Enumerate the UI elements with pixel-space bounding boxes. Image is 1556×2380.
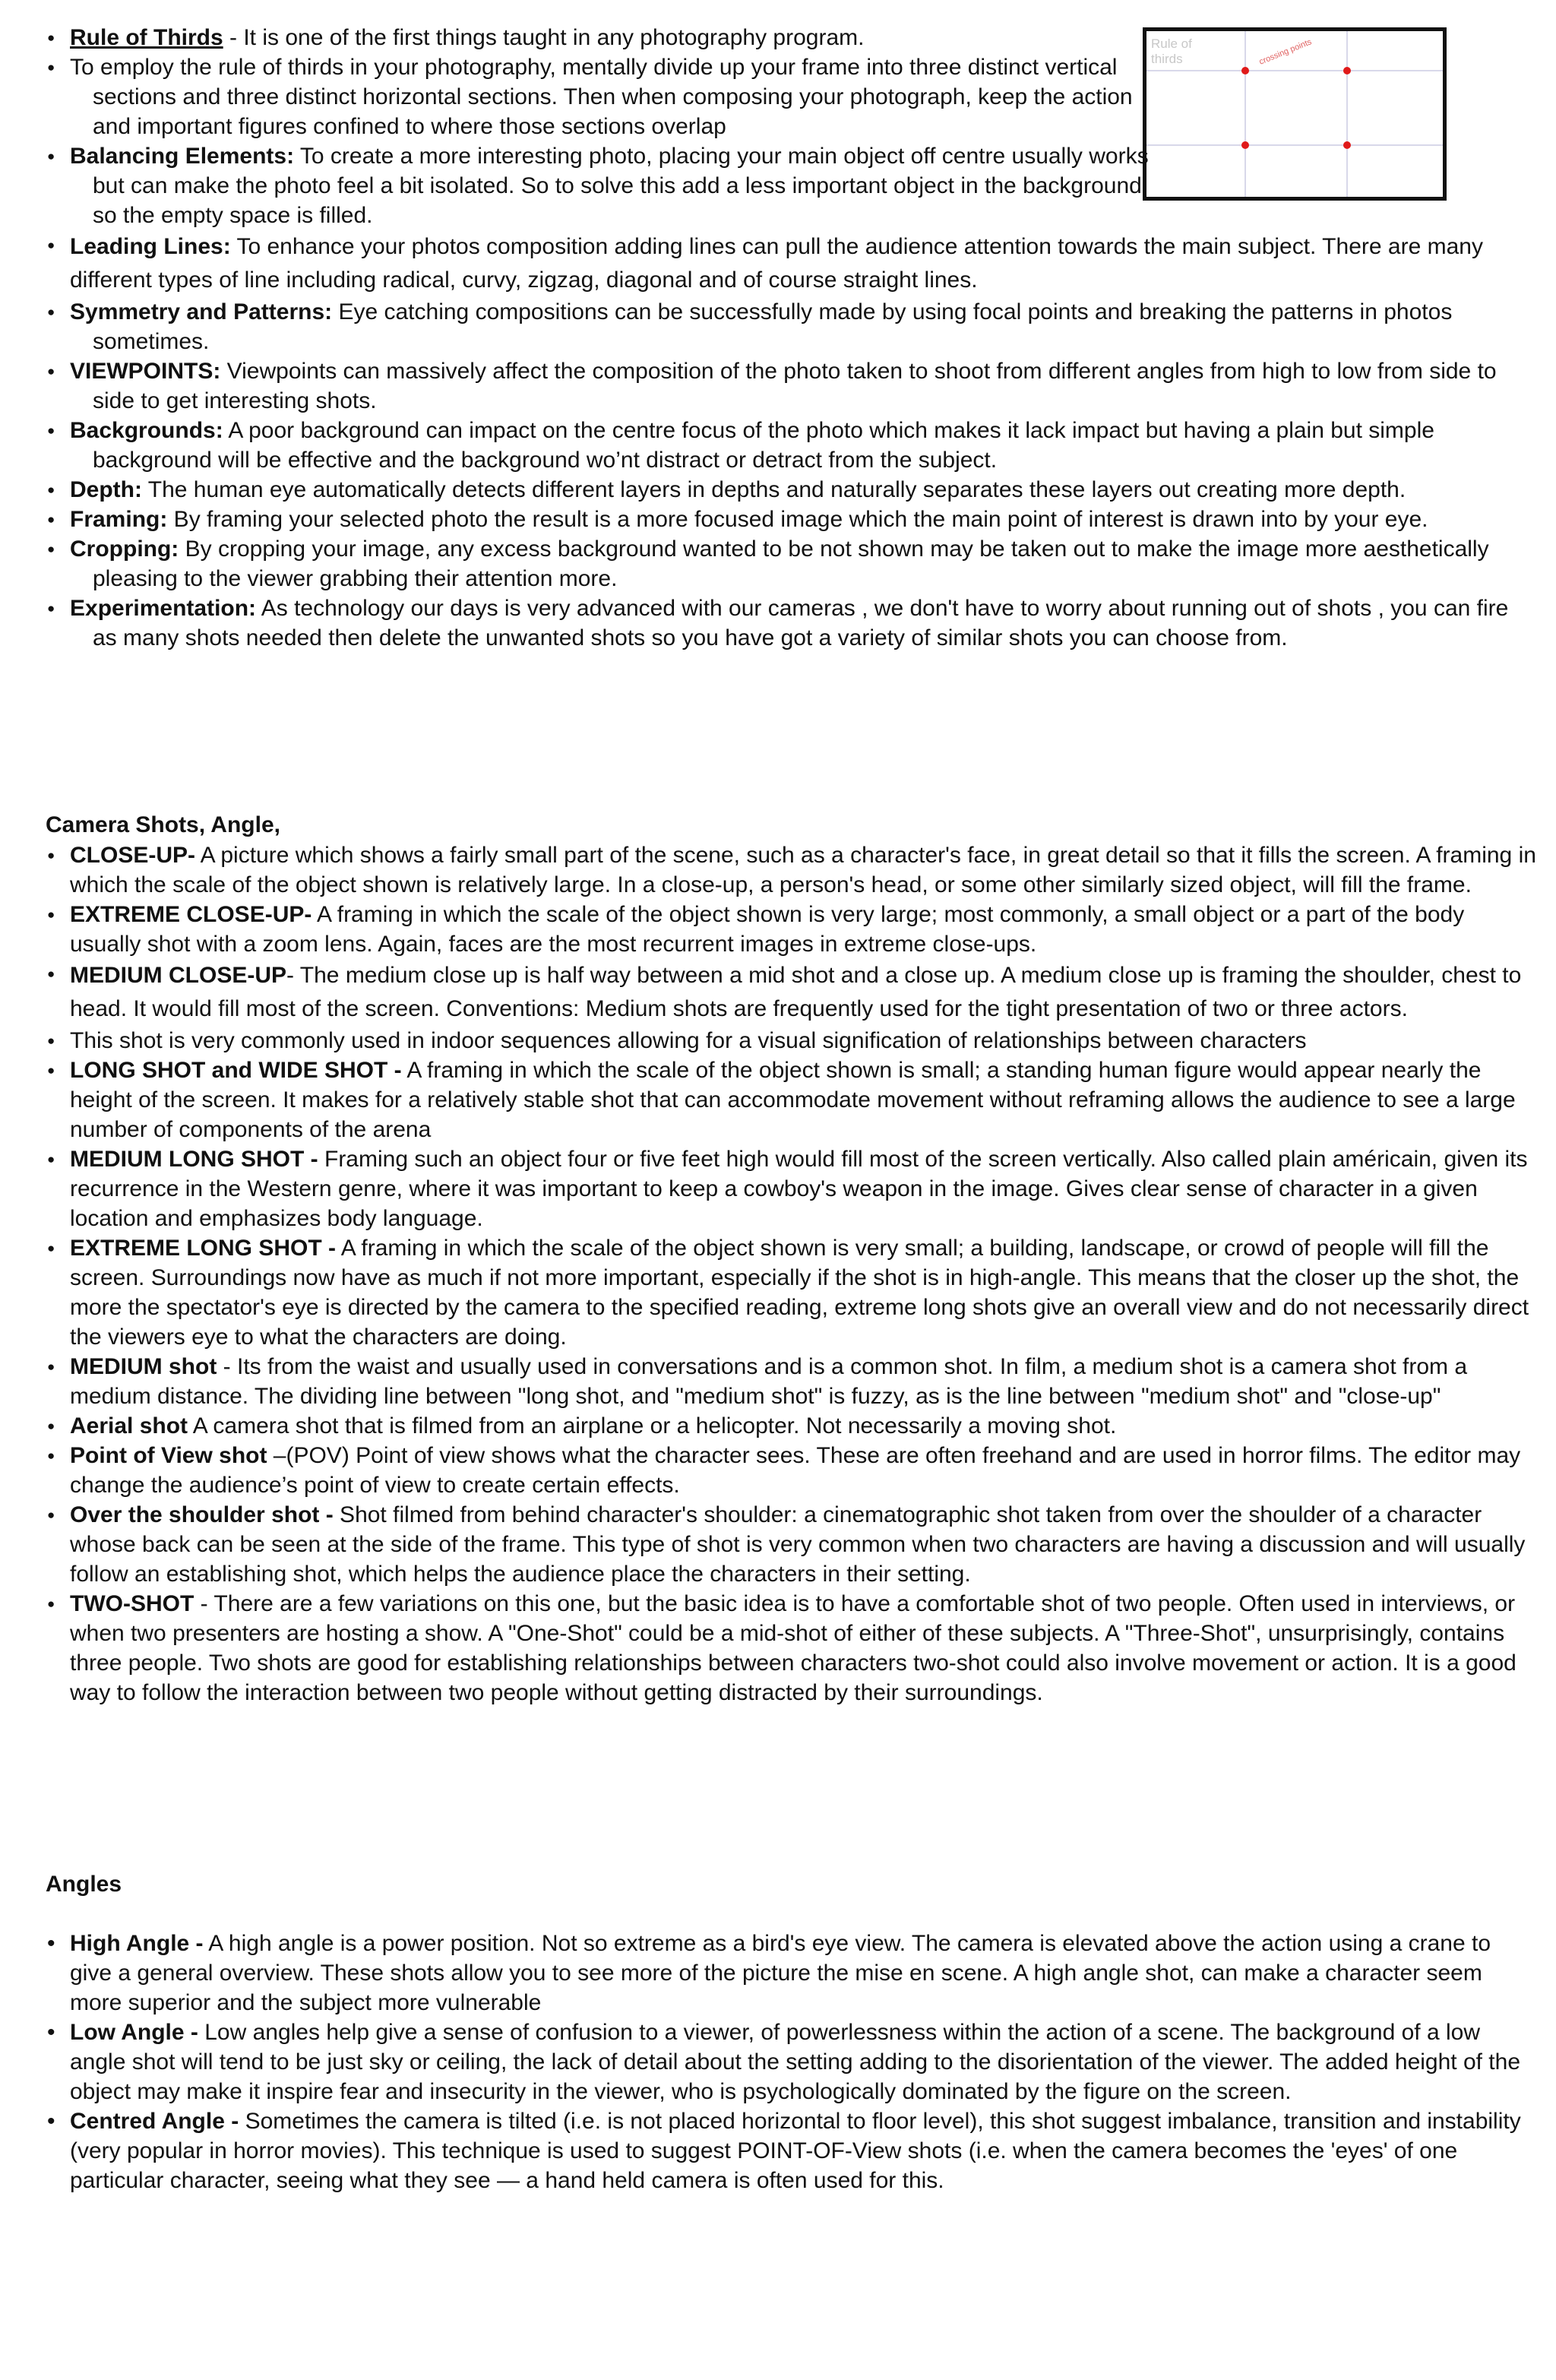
item-text: Viewpoints can massively affect the composition of the photo taken to shoot from different angles from high to low from side to side to get interesting shots. (93, 359, 1497, 413)
item-text: A poor background can impact on the centre focus of the photo which makes it lack impact but having a plain but simple background will be effective and the background wo’nt distract or detract from the subject. (93, 418, 1434, 473)
item-term: Aerial shot (70, 1413, 188, 1438)
camera-shots-list (47, 840, 1536, 1707)
item-term: Centred Angle - (70, 2109, 239, 2134)
item-term: VIEWPOINTS: (70, 359, 221, 384)
item-term: MEDIUM LONG SHOT - (70, 1147, 318, 1172)
item-term: LONG SHOT and WIDE SHOT - (70, 1058, 402, 1083)
item-text: The human eye automatically detects different layers in depths and naturally separates these layers out creating more depth. (141, 477, 1406, 502)
camera-shots-heading: Camera Shots, Angle, (46, 812, 280, 837)
list-item (47, 1233, 1536, 1352)
angles-list (47, 1929, 1536, 2195)
item-text: To create a more interesting photo, placing your main object off centre usually works but can make the photo feel a bit isolated. So to solve this add a less important object in the background so the empty space is filled. (93, 144, 1149, 228)
list-item (47, 1500, 1536, 1589)
item-term: Low Angle - (70, 2020, 198, 2045)
list-item (47, 297, 1536, 356)
list-item (47, 1055, 1536, 1144)
item-text: A framing in which the scale of the object shown is very large; most commonly, a small object or a part of the body usually shot with a zoom lens. Again, faces are the most recurrent images in extreme close-ups. (70, 902, 1465, 957)
list-item (47, 1352, 1536, 1411)
figure-label-line2: thirds (1151, 52, 1183, 66)
item-term: Framing: (70, 507, 168, 532)
angles-heading: Angles (46, 1872, 122, 1897)
item-text: A framing in which the scale of the object shown is small; a standing human figure would appear nearly the height of the screen. It makes for a relatively stable shot that can accommodate movement without reframing allows the audience to see a large number of components of the arena (70, 1058, 1516, 1142)
item-term: Rule of Thirds (70, 25, 223, 50)
item-text: Shot filmed from behind character's shoulder: a cinematographic shot taken from over the shoulder of a character whose back can be seen at the side of the frame. This type of shot is very common when two characters are having a discussion and will usually follow an establishing shot, which helps the audience place the characters in their setting. (70, 1502, 1526, 1587)
item-text: Sometimes the camera is tilted (i.e. is not placed horizontal to floor level), this shot suggest imbalance, transition and instability (very popular in horror movies). This technique is used to suggest POINT-OF-View shots (i.e. when the camera becomes the 'eyes' of one particular character, seeing what they see — a hand held camera is often used for this. (70, 2109, 1521, 2193)
item-text: To employ the rule of thirds in your photography, mentally divide up your frame into three distinct vertical sections and three distinct horizontal sections. Then when composing your photograph, keep the action and important figures confined to where those sections overlap (70, 55, 1133, 139)
item-term: Experimentation: (70, 596, 257, 621)
list-item (47, 1929, 1536, 2018)
item-term: MEDIUM shot (70, 1354, 217, 1379)
list-item (47, 593, 1536, 653)
item-term: Cropping: (70, 536, 179, 562)
item-text: - Its from the waist and usually used in conversations and is a common shot. In film, a medium shot is a camera shot from a medium distance. The dividing line between "long shot, and "medium shot" is fuzzy, as is the line between "medium shot" and "close-up" (70, 1354, 1468, 1409)
figure-diagonal-label: crossing points (1257, 37, 1314, 67)
list-item (47, 2018, 1536, 2106)
item-term: Symmetry and Patterns: (70, 299, 333, 324)
item-text: By framing your selected photo the result is a more focused image which the main point of interest is drawn into by your eye. (167, 507, 1428, 532)
list-item (47, 959, 1536, 1026)
list-item (47, 475, 1536, 505)
figure-label-line1: Rule of (1151, 36, 1192, 51)
list-item (47, 23, 1172, 52)
list-item (47, 141, 1172, 230)
list-item (47, 1441, 1536, 1500)
item-term: High Angle - (70, 1931, 204, 1956)
item-text: By cropping your image, any excess background wanted to be not shown may be taken out to make the image more aesthetically pleasing to the viewer grabbing their attention more. (93, 536, 1489, 591)
item-term: CLOSE-UP- (70, 843, 195, 868)
item-term: EXTREME LONG SHOT - (70, 1236, 337, 1261)
list-item (47, 840, 1536, 900)
item-term: Backgrounds: (70, 418, 223, 443)
item-text: - It is one of the first things taught in any photography program. (223, 25, 865, 50)
item-term: Leading Lines: (70, 234, 231, 259)
list-item (47, 1144, 1536, 1233)
item-text: - There are a few variations on this one, but the basic idea is to have a comfortable shot of two people. Often used in interviews, or when two presenters are hosting a show. A "One-Shot" could be a mid-shot of either of these subjects. A "Three-Shot", unsurprisingly, contains three people. Two shots are good for establishing relationships between characters two-shot could also involve movement or action. It is a good way to follow the interaction between two people without getting distracted by their surroundings. (70, 1591, 1516, 1705)
item-term: Over the shoulder shot - (70, 1502, 334, 1527)
item-text: A camera shot that is filmed from an airplane or a helicopter. Not necessarily a moving shot. (188, 1413, 1117, 1438)
item-text: Framing such an object four or five feet high would fill most of the screen vertically. Also called plain américain, given its recurrence in the Western genre, where it was important to keep a cowboy's weapon in the image. Gives clear sense of character in a given location and emphasizes body language. (70, 1147, 1528, 1231)
item-text: As technology our days is very advanced with our cameras , we don't have to worry about running out of shots , you can fire as many shots needed then delete the unwanted shots so you have got a variety of similar shots you can choose from. (93, 596, 1509, 650)
list-item (47, 1589, 1536, 1707)
item-term: Depth: (70, 477, 142, 502)
item-term: Balancing Elements: (70, 144, 295, 169)
item-text: Eye catching compositions can be successfully made by using focal points and breaking the patterns in photos sometimes. (93, 299, 1453, 354)
composition-bullet-list (47, 23, 1536, 653)
item-text: To enhance your photos composition adding lines can pull the audience attention towards the main subject. There are many different types of line including radical, curvy, zigzag, diagonal and of course straight lines. (70, 234, 1483, 293)
list-item (47, 52, 1172, 141)
item-text: A high angle is a power position. Not so extreme as a bird's eye view. The camera is elevated above the action using a crane to give a general overview. These shots allow you to see more of the picture the mise en scene. A high angle shot, can make a character seem more superior and the subject more vulnerable (70, 1931, 1491, 2015)
item-term: Point of View shot (70, 1443, 267, 1468)
list-item (47, 505, 1536, 534)
list-item (47, 1026, 1536, 1055)
list-item (47, 1411, 1536, 1441)
list-item (47, 2106, 1536, 2195)
item-text: A picture which shows a fairly small part of the scene, such as a character's face, in great detail so that it fills the screen. A framing in which the scale of the object shown is relatively large. In a close-up, a person's head, or some other similarly sized object, will fill the frame. (70, 843, 1536, 897)
list-item (47, 534, 1536, 593)
list-item (47, 416, 1536, 475)
item-text: A framing in which the scale of the object shown is very small; a building, landscape, or crowd of people will fill the screen. Surroundings now have as much if not more important, especially if the shot is in high-angle. This means that the closer up the shot, the more the spectator's eye is directed by the camera to the specified reading, extreme long shots give an overall view and do not necessarily direct the viewers eye to what the characters are doing. (70, 1236, 1529, 1350)
list-item (47, 230, 1536, 297)
item-text: Low angles help give a sense of confusion to a viewer, of powerlessness within the action of a scene. The background of a low angle shot will tend to be just sky or ceiling, the lack of detail about the setting adding to the disorientation of the viewer. The added height of the object may make it inspire fear and insecurity in the viewer, who is psychologically dominated by the figure on the screen. (70, 2020, 1521, 2104)
item-term: EXTREME CLOSE-UP- (70, 902, 312, 927)
item-term: TWO-SHOT (70, 1591, 194, 1616)
list-item (47, 900, 1536, 959)
list-item (47, 356, 1536, 416)
item-text: –(POV) Point of view shows what the character sees. These are often freehand and are used in horror films. The editor may change the audience’s point of view to create certain effects. (70, 1443, 1521, 1498)
item-term: MEDIUM CLOSE-UP (70, 963, 286, 988)
item-text: - The medium close up is half way between a mid shot and a close up. A medium close up is framing the shoulder, chest to head. It would fill most of the screen. Conventions: Medium shots are frequently used for the tight presentation of two or three actors. (70, 963, 1522, 1021)
item-text: This shot is very commonly used in indoor sequences allowing for a visual signification of relationships between characters (70, 1028, 1307, 1053)
